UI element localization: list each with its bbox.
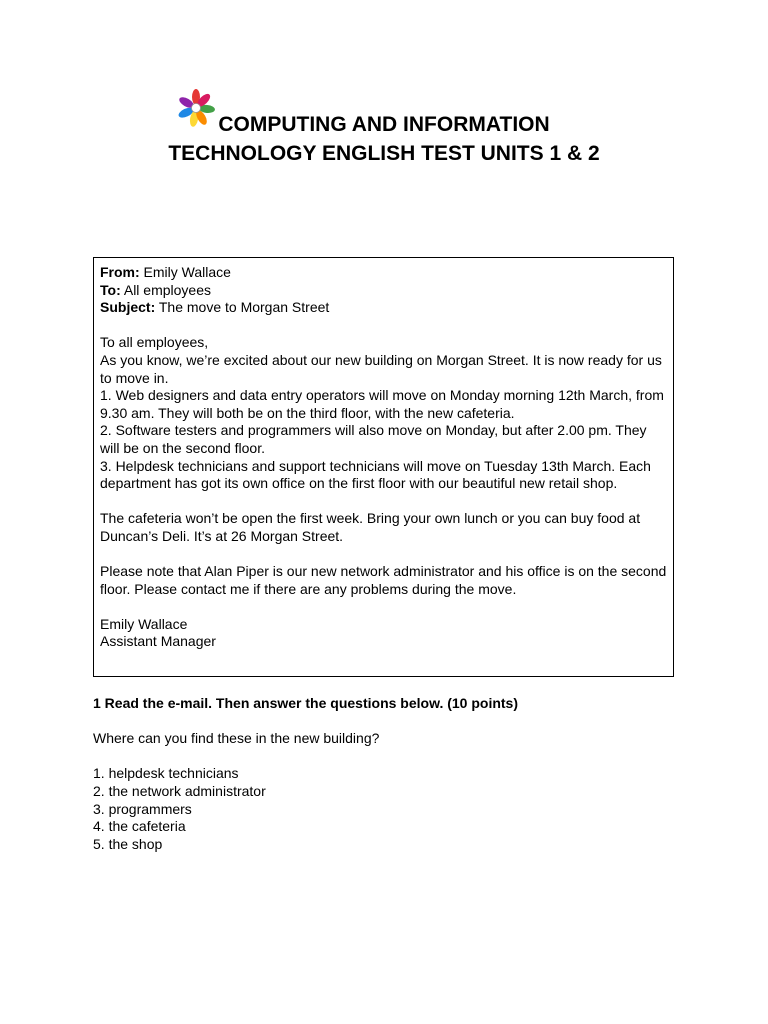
email-box xyxy=(93,257,674,677)
spacer xyxy=(100,598,667,616)
email-admin-note: Please note that Alan Piper is our new network administrator and his office is on the second floor. Please contact me if there are any problems during the move. xyxy=(100,563,667,597)
question-list xyxy=(93,765,693,853)
email-item-2: 2. Software testers and programmers will also move on Monday, but after 2.00 pm. They will be on the second floor. xyxy=(100,422,647,456)
to-value: All employees xyxy=(120,281,212,298)
to-label: To: xyxy=(100,281,121,298)
email-signature-name: Emily Wallace xyxy=(100,615,188,632)
email-greeting: To all employees, xyxy=(100,334,209,351)
from-value: Emily Wallace xyxy=(139,264,231,280)
spacer xyxy=(93,748,693,766)
email-signature-title: Assistant Manager xyxy=(100,633,216,650)
email-cafeteria-note: The cafeteria won’t be open the first week. Bring your own lunch or you can buy food at Duncan’s Deli. It’s at 26 Morgan Street. xyxy=(100,510,641,544)
email-from-line xyxy=(100,264,667,282)
email-item-3: 3. Helpdesk technicians and support technicians will move on Tuesday 13th March. Each department has got its own office on the first floor with our beautiful new retail shop. xyxy=(100,457,651,492)
subject-label: Subject: xyxy=(100,299,156,316)
title-line-1: COMPUTING AND INFORMATION xyxy=(218,113,550,136)
title-line-1-container xyxy=(176,88,549,139)
email-item-1: 1. Web designers and data entry operators will move on Monday morning 12th March, from 9.30 am. They will both be on the third floor, with the new cafeteria. xyxy=(100,387,664,421)
from-label: From: xyxy=(100,264,140,280)
question-heading: 1 Read the e-mail. Then answer the questions below. (10 points) xyxy=(93,695,519,711)
spacer xyxy=(93,713,693,731)
spacer xyxy=(100,317,667,335)
subject-value: The move to Morgan Street xyxy=(155,299,330,316)
logo-center xyxy=(192,104,201,113)
spacer xyxy=(100,493,667,511)
email-subject-line xyxy=(100,299,667,317)
question-item: 4. the cafeteria xyxy=(93,818,186,835)
question-prompt: Where can you find these in the new building? xyxy=(93,730,380,747)
title-line-1-wrap xyxy=(0,88,768,139)
flower-logo-icon xyxy=(176,88,216,128)
question-item: 3. programmers xyxy=(93,800,192,817)
question-section xyxy=(93,695,693,853)
email-intro: As you know, we’re excited about our new building on Morgan Street. It is now ready for us to move in. xyxy=(100,351,662,386)
document-title xyxy=(0,88,768,168)
title-line-2: TECHNOLOGY ENGLISH TEST UNITS 1 & 2 xyxy=(168,142,600,165)
question-item: 5. the shop xyxy=(93,835,163,852)
spacer xyxy=(100,546,667,564)
email-to-line xyxy=(100,282,667,300)
question-item: 1. helpdesk technicians xyxy=(93,765,239,782)
question-item: 2. the network administrator xyxy=(93,782,266,799)
